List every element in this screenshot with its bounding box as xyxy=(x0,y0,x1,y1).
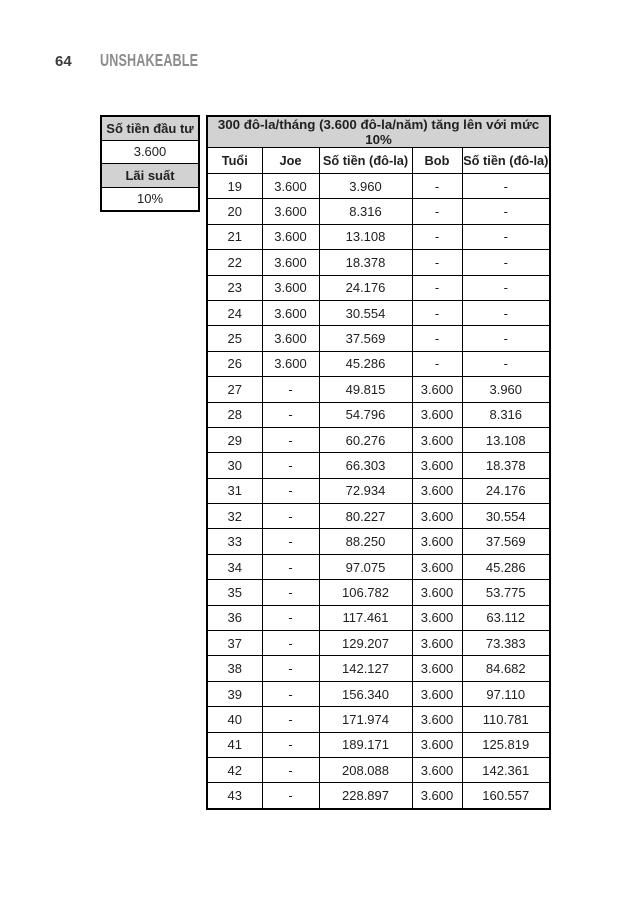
bob-amount-cell: 18.378 xyxy=(462,453,550,478)
table-title: 300 đô-la/tháng (3.600 đô-la/năm) tăng lên với mức 10% xyxy=(207,116,550,148)
table-row xyxy=(207,631,550,656)
joe-amount-cell: 54.796 xyxy=(319,402,412,427)
table-row xyxy=(207,300,550,325)
table-row xyxy=(207,427,550,452)
age-cell: 28 xyxy=(207,402,262,427)
growth-comparison-table xyxy=(206,115,551,810)
bob-amount-cell: - xyxy=(462,300,550,325)
joe-amount-cell: 228.897 xyxy=(319,783,412,809)
bob-contribution-cell: 3.600 xyxy=(412,529,462,554)
joe-amount-cell: 13.108 xyxy=(319,224,412,249)
bob-amount-cell: - xyxy=(462,174,550,199)
bob-contribution-cell: 3.600 xyxy=(412,631,462,656)
table-row xyxy=(207,580,550,605)
joe-contribution-cell: - xyxy=(262,453,319,478)
bob-contribution-cell: 3.600 xyxy=(412,757,462,782)
joe-contribution-cell: - xyxy=(262,783,319,809)
table-row xyxy=(207,351,550,376)
joe-contribution-cell: - xyxy=(262,377,319,402)
table-row xyxy=(207,174,550,199)
table-row xyxy=(207,326,550,351)
age-cell: 25 xyxy=(207,326,262,351)
interest-rate-label: Lãi suất xyxy=(101,164,199,188)
age-cell: 38 xyxy=(207,656,262,681)
joe-contribution-cell: - xyxy=(262,631,319,656)
joe-amount-cell: 72.934 xyxy=(319,478,412,503)
summary-table xyxy=(100,115,200,212)
bob-amount-cell: 53.775 xyxy=(462,580,550,605)
joe-amount-cell: 208.088 xyxy=(319,757,412,782)
age-cell: 24 xyxy=(207,300,262,325)
table-row xyxy=(207,783,550,809)
bob-amount-cell: - xyxy=(462,199,550,224)
bob-contribution-cell: - xyxy=(412,300,462,325)
bob-contribution-cell: 3.600 xyxy=(412,402,462,427)
investment-amount-value: 3.600 xyxy=(101,140,199,164)
joe-contribution-cell: - xyxy=(262,529,319,554)
bob-amount-cell: 45.286 xyxy=(462,554,550,579)
table-row xyxy=(207,478,550,503)
bob-contribution-cell: 3.600 xyxy=(412,478,462,503)
table-row xyxy=(207,250,550,275)
bob-amount-cell: 30.554 xyxy=(462,504,550,529)
bob-amount-cell: 37.569 xyxy=(462,529,550,554)
joe-amount-cell: 30.554 xyxy=(319,300,412,325)
investment-amount-label: Số tiền đầu tư xyxy=(101,116,199,140)
joe-amount-cell: 45.286 xyxy=(319,351,412,376)
bob-amount-cell: 8.316 xyxy=(462,402,550,427)
age-cell: 23 xyxy=(207,275,262,300)
joe-contribution-cell: - xyxy=(262,504,319,529)
bob-amount-cell: 24.176 xyxy=(462,478,550,503)
joe-amount-cell: 60.276 xyxy=(319,427,412,452)
joe-amount-cell: 171.974 xyxy=(319,707,412,732)
table-row xyxy=(207,199,550,224)
age-cell: 29 xyxy=(207,427,262,452)
age-cell: 20 xyxy=(207,199,262,224)
age-cell: 30 xyxy=(207,453,262,478)
bob-amount-column-header: Số tiền (đô-la) xyxy=(462,148,550,174)
joe-amount-cell: 3.960 xyxy=(319,174,412,199)
bob-amount-cell: 110.781 xyxy=(462,707,550,732)
bob-contribution-cell: - xyxy=(412,199,462,224)
joe-amount-cell: 97.075 xyxy=(319,554,412,579)
bob-amount-cell: 84.682 xyxy=(462,656,550,681)
bob-amount-cell: 160.557 xyxy=(462,783,550,809)
joe-amount-cell: 156.340 xyxy=(319,681,412,706)
age-cell: 33 xyxy=(207,529,262,554)
bob-contribution-cell: - xyxy=(412,174,462,199)
age-cell: 26 xyxy=(207,351,262,376)
age-cell: 32 xyxy=(207,504,262,529)
joe-contribution-cell: - xyxy=(262,554,319,579)
joe-contribution-cell: 3.600 xyxy=(262,174,319,199)
joe-amount-cell: 8.316 xyxy=(319,199,412,224)
bob-contribution-cell: 3.600 xyxy=(412,453,462,478)
joe-contribution-cell: - xyxy=(262,402,319,427)
joe-contribution-cell: - xyxy=(262,732,319,757)
bob-contribution-cell: 3.600 xyxy=(412,681,462,706)
bob-contribution-cell: - xyxy=(412,224,462,249)
table-title-row xyxy=(207,116,550,148)
joe-contribution-cell: 3.600 xyxy=(262,275,319,300)
age-cell: 37 xyxy=(207,631,262,656)
bob-amount-cell: - xyxy=(462,275,550,300)
bob-contribution-cell: - xyxy=(412,250,462,275)
table-row xyxy=(101,187,199,211)
age-cell: 40 xyxy=(207,707,262,732)
table-row xyxy=(207,377,550,402)
bob-amount-cell: - xyxy=(462,224,550,249)
table-row xyxy=(207,529,550,554)
bob-contribution-cell: 3.600 xyxy=(412,656,462,681)
bob-contribution-cell: - xyxy=(412,326,462,351)
age-cell: 19 xyxy=(207,174,262,199)
bob-contribution-cell: 3.600 xyxy=(412,427,462,452)
bob-amount-cell: 142.361 xyxy=(462,757,550,782)
table-row xyxy=(207,757,550,782)
bob-amount-cell: 125.819 xyxy=(462,732,550,757)
joe-contribution-cell: - xyxy=(262,656,319,681)
joe-contribution-cell: - xyxy=(262,580,319,605)
joe-amount-cell: 66.303 xyxy=(319,453,412,478)
table-row xyxy=(207,656,550,681)
joe-amount-cell: 18.378 xyxy=(319,250,412,275)
bob-column-header: Bob xyxy=(412,148,462,174)
bob-contribution-cell: 3.600 xyxy=(412,377,462,402)
table-row xyxy=(207,681,550,706)
bob-amount-cell: - xyxy=(462,326,550,351)
bob-contribution-cell: 3.600 xyxy=(412,580,462,605)
joe-amount-cell: 37.569 xyxy=(319,326,412,351)
joe-amount-cell: 80.227 xyxy=(319,504,412,529)
joe-amount-cell: 49.815 xyxy=(319,377,412,402)
table-body xyxy=(207,174,550,809)
joe-contribution-cell: - xyxy=(262,681,319,706)
age-cell: 42 xyxy=(207,757,262,782)
bob-amount-cell: - xyxy=(462,351,550,376)
bob-amount-cell: 73.383 xyxy=(462,631,550,656)
joe-contribution-cell: 3.600 xyxy=(262,199,319,224)
age-cell: 27 xyxy=(207,377,262,402)
age-cell: 31 xyxy=(207,478,262,503)
joe-contribution-cell: 3.600 xyxy=(262,351,319,376)
page-number: 64 xyxy=(55,53,72,70)
joe-contribution-cell: - xyxy=(262,707,319,732)
joe-contribution-cell: 3.600 xyxy=(262,326,319,351)
age-cell: 39 xyxy=(207,681,262,706)
bob-amount-cell: 3.960 xyxy=(462,377,550,402)
age-cell: 34 xyxy=(207,554,262,579)
bob-contribution-cell: 3.600 xyxy=(412,707,462,732)
age-cell: 41 xyxy=(207,732,262,757)
joe-amount-cell: 189.171 xyxy=(319,732,412,757)
age-cell: 21 xyxy=(207,224,262,249)
joe-amount-cell: 106.782 xyxy=(319,580,412,605)
table-row xyxy=(101,164,199,188)
bob-contribution-cell: 3.600 xyxy=(412,504,462,529)
joe-contribution-cell: - xyxy=(262,427,319,452)
bob-contribution-cell: 3.600 xyxy=(412,732,462,757)
joe-amount-cell: 117.461 xyxy=(319,605,412,630)
table-row xyxy=(101,140,199,164)
interest-rate-value: 10% xyxy=(101,187,199,211)
table-row xyxy=(207,605,550,630)
joe-amount-cell: 142.127 xyxy=(319,656,412,681)
table-row xyxy=(207,453,550,478)
table-row xyxy=(207,275,550,300)
age-cell: 35 xyxy=(207,580,262,605)
joe-amount-cell: 24.176 xyxy=(319,275,412,300)
table-header-row xyxy=(207,148,550,174)
joe-contribution-cell: 3.600 xyxy=(262,300,319,325)
age-cell: 43 xyxy=(207,783,262,809)
joe-column-header: Joe xyxy=(262,148,319,174)
joe-contribution-cell: 3.600 xyxy=(262,224,319,249)
book-title: UNSHAKEABLE xyxy=(99,50,198,70)
table-row xyxy=(207,224,550,249)
bob-contribution-cell: - xyxy=(412,275,462,300)
bob-contribution-cell: 3.600 xyxy=(412,554,462,579)
bob-amount-cell: 63.112 xyxy=(462,605,550,630)
table-row xyxy=(207,554,550,579)
bob-amount-cell: 97.110 xyxy=(462,681,550,706)
age-column-header: Tuổi xyxy=(207,148,262,174)
joe-contribution-cell: - xyxy=(262,478,319,503)
joe-amount-column-header: Số tiền (đô-la) xyxy=(319,148,412,174)
table-row xyxy=(207,504,550,529)
bob-contribution-cell: - xyxy=(412,351,462,376)
table-row xyxy=(207,707,550,732)
age-cell: 36 xyxy=(207,605,262,630)
joe-contribution-cell: - xyxy=(262,757,319,782)
joe-contribution-cell: - xyxy=(262,605,319,630)
bob-amount-cell: 13.108 xyxy=(462,427,550,452)
bob-contribution-cell: 3.600 xyxy=(412,605,462,630)
table-row xyxy=(207,402,550,427)
joe-amount-cell: 129.207 xyxy=(319,631,412,656)
table-row xyxy=(101,116,199,140)
table-row xyxy=(207,732,550,757)
joe-contribution-cell: 3.600 xyxy=(262,250,319,275)
bob-contribution-cell: 3.600 xyxy=(412,783,462,809)
age-cell: 22 xyxy=(207,250,262,275)
running-header xyxy=(55,50,236,71)
bob-amount-cell: - xyxy=(462,250,550,275)
joe-amount-cell: 88.250 xyxy=(319,529,412,554)
